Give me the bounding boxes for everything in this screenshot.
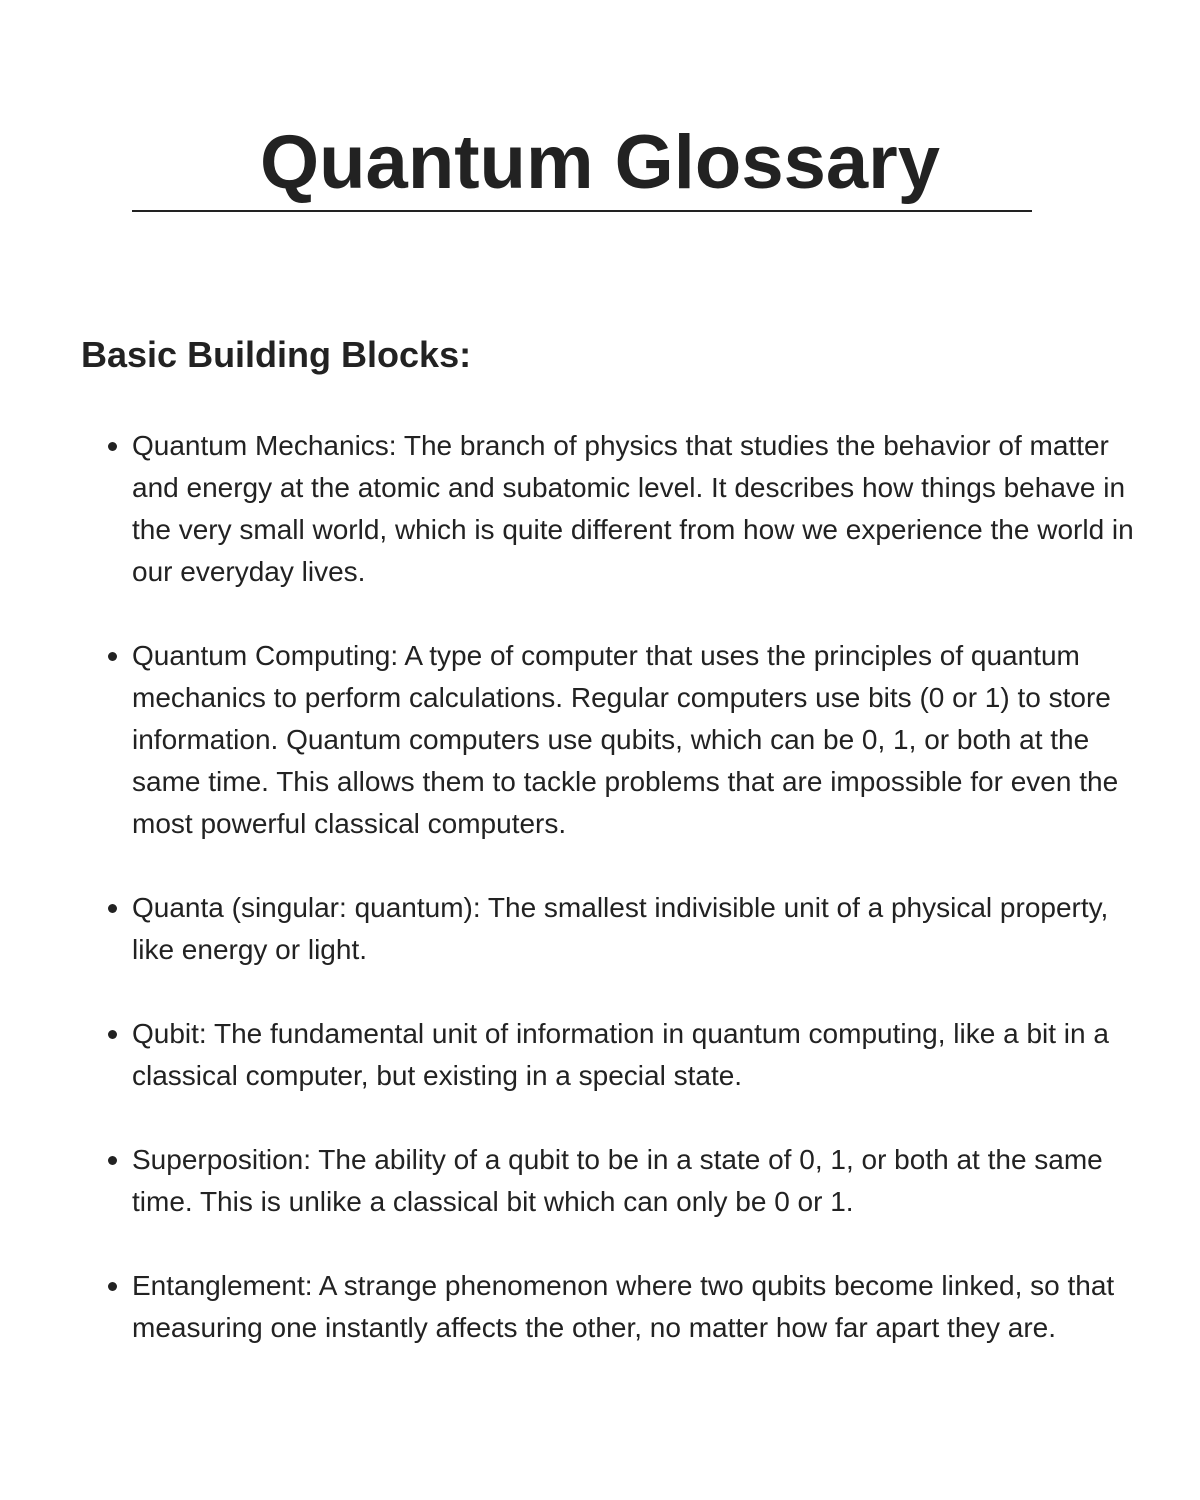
bullet-icon xyxy=(108,442,117,451)
glossary-entry-text: Quanta (singular: quantum): The smallest indivisible unit of a physical property, like energy or light. xyxy=(132,892,1109,965)
bullet-icon xyxy=(108,1282,117,1291)
page-title: Quantum Glossary xyxy=(260,120,940,205)
bullet-icon xyxy=(108,652,117,661)
bullet-icon xyxy=(108,1156,117,1165)
title-underline xyxy=(132,210,1032,212)
bullet-icon xyxy=(108,1030,117,1039)
glossary-entry-superposition xyxy=(0,1139,1200,1223)
glossary-entry-quantum-mechanics xyxy=(0,425,1200,593)
glossary-entry-text: Superposition: The ability of a qubit to be in a state of 0, 1, or both at the same time. This is unlike a classical bit which can only be 0 or 1. xyxy=(132,1144,1103,1217)
glossary-entry-text: Quantum Mechanics: The branch of physics that studies the behavior of matter and energy at the atomic and subatomic level. It describes how things behave in the very small world, which is quite different from how we experience the world in our everyday lives. xyxy=(132,430,1134,587)
glossary-entry-text: Entanglement: A strange phenomenon where two qubits become linked, so that measuring one instantly affects the other, no matter how far apart they are. xyxy=(132,1270,1115,1343)
glossary-entry-text: Qubit: The fundamental unit of information in quantum computing, like a bit in a classical computer, but existing in a special state. xyxy=(132,1018,1109,1091)
glossary-entry-entanglement xyxy=(0,1265,1200,1349)
section-heading: Basic Building Blocks: xyxy=(81,334,472,375)
glossary-entry-quantum-computing xyxy=(0,635,1200,845)
bullet-icon xyxy=(108,904,117,913)
glossary-entry-qubit xyxy=(0,1013,1200,1097)
glossary-entry-text: Quantum Computing: A type of computer that uses the principles of quantum mechanics to perform calculations. Regular computers use bits (0 or 1) to store information. Quantum computers use qubits, which can be 0, 1, or both at the same time. This allows them to tackle problems that are impossible for even the most powerful classical computers. xyxy=(132,640,1119,839)
glossary-entry-quanta xyxy=(0,887,1200,971)
glossary-list xyxy=(0,425,1200,1391)
